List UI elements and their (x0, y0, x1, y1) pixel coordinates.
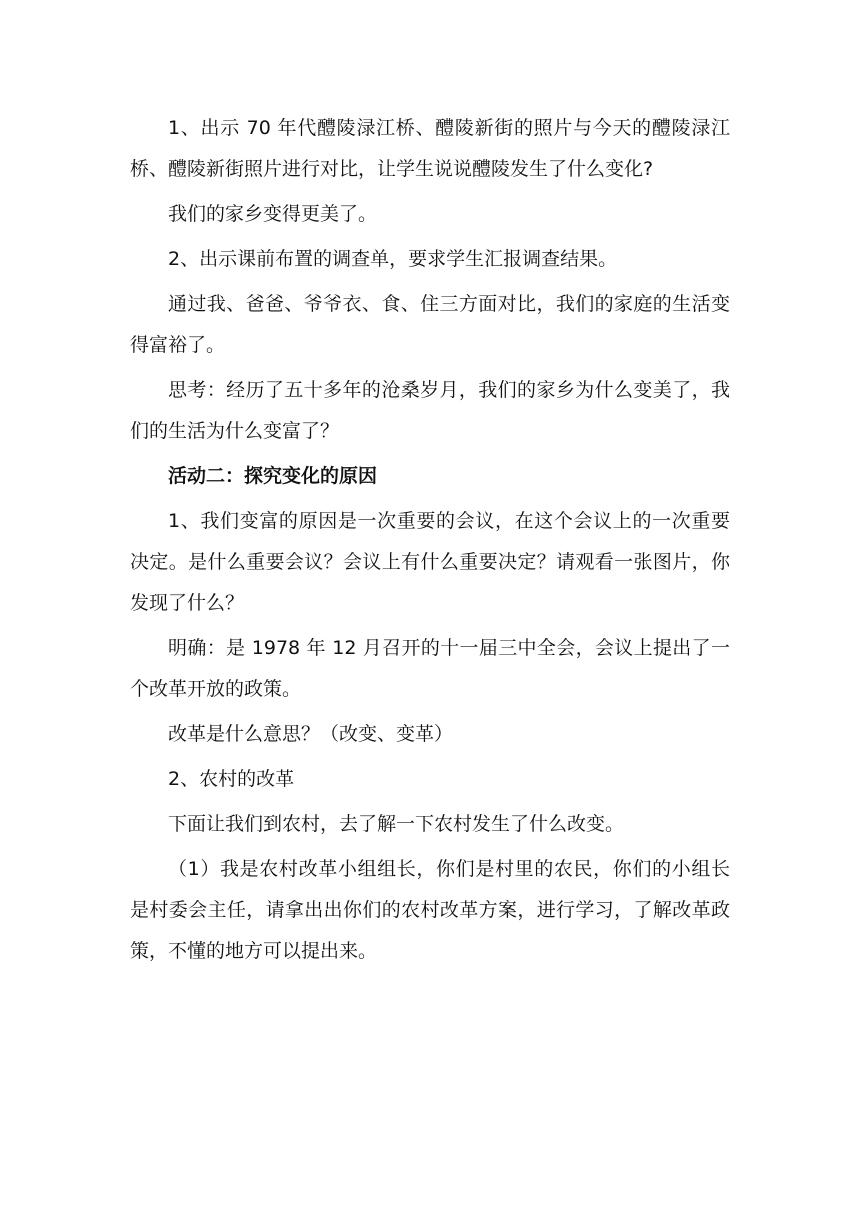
paragraph-thinking-question: 思考：经历了五十多年的沧桑岁月，我们的家乡为什么变美了，我们的生活为什么变富了？ (130, 379, 730, 442)
paragraph-group-leader: （1）我是农村改革小组组长，你们是村里的农民，你们的小组长是村委会主任，请拿出出你们的农村改革方案，进行学习，了解改革政策，不懂的地方可以提出来。 (130, 858, 730, 962)
paragraph-visit-village: 下面让我们到农村，去了解一下农村发生了什么改变。 (168, 813, 625, 835)
paragraph-photo-comparison: 1、出示 70 年代醴陵渌江桥、醴陵新街的照片与今天的醴陵渌江桥、醴陵新街照片进行对比，让学生说说醴陵发生了什么变化? (130, 117, 730, 180)
document-body (130, 108, 730, 972)
paragraph-clarification: 明确：是 1978 年 12 月召开的十一届三中全会，会议上提出了一个改革开放的政策。 (130, 637, 730, 700)
paragraph-important-meeting: 1、我们变富的原因是一次重要的会议，在这个会议上的一次重要决定。是什么重要会议？会议上有什么重要决定？请观看一张图片，你发现了什么？ (130, 510, 730, 614)
paragraph-family-comparison: 通过我、爸爸、爷爷衣、食、住三方面对比，我们的家庭的生活变得富裕了。 (130, 293, 730, 356)
paragraph-survey-report: 2、出示课前布置的调查单，要求学生汇报调查结果。 (168, 248, 618, 270)
section-heading-activity-two: 活动二：探究变化的原因 (168, 465, 378, 487)
paragraph-rural-reform: 2、农村的改革 (168, 768, 295, 790)
paragraph-reform-meaning: 改革是什么意思？（改变、变革） (168, 723, 454, 745)
paragraph-hometown-beautiful: 我们的家乡变得更美了。 (168, 203, 378, 225)
